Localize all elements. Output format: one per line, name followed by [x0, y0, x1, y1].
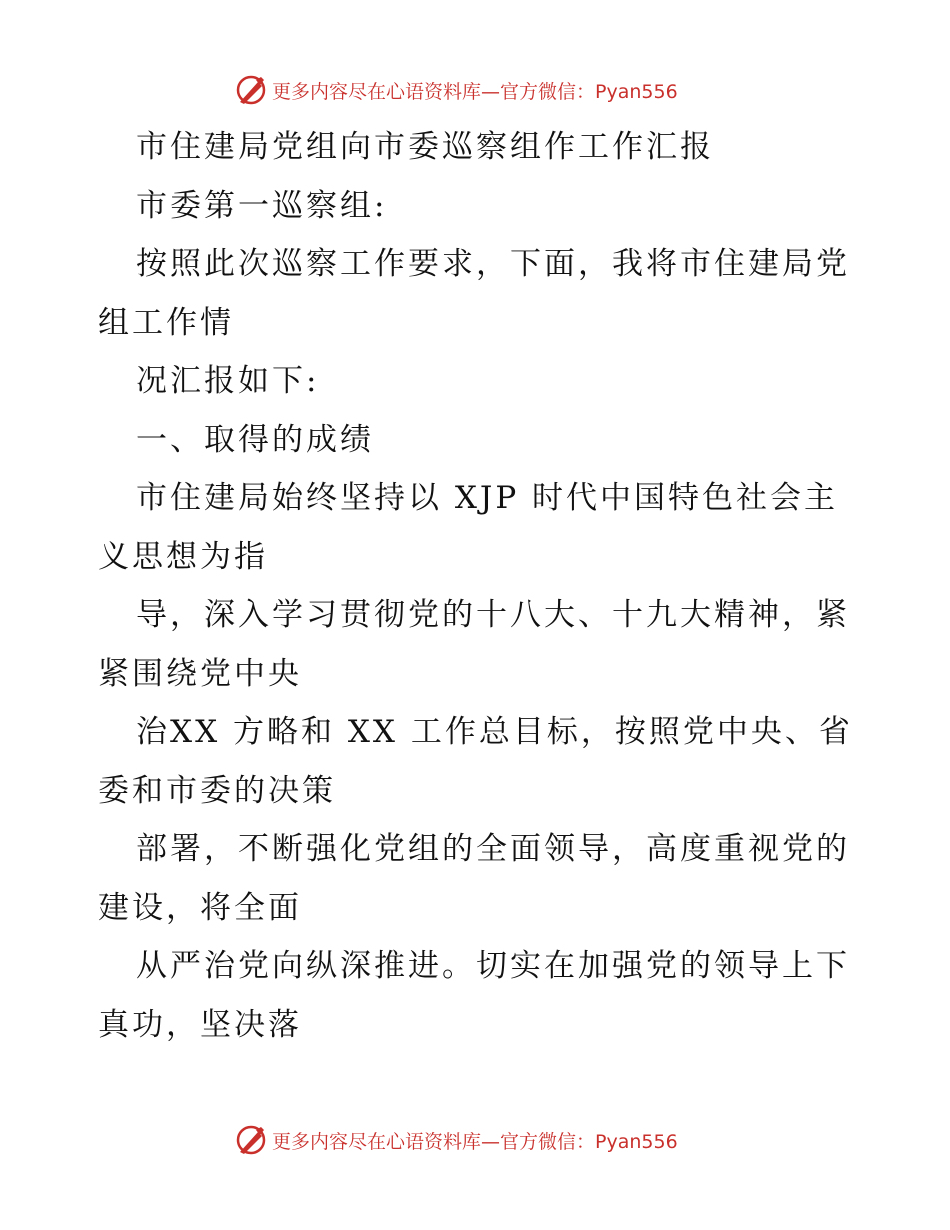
salutation: 市委第一巡察组:	[136, 187, 388, 224]
paragraph-line: 组工作情	[98, 304, 234, 341]
paragraph-line: 部署，不断强化党组的全面领导，高度重视党的	[136, 831, 850, 867]
paragraph-line: 导，深入学习贯彻党的十八大、十九大精神，紧	[136, 597, 850, 633]
paragraph-line: 市住建局始终坚持以 XJP 时代中国特色社会主	[136, 480, 839, 516]
header-watermark	[234, 72, 678, 108]
footer-watermark	[234, 1122, 678, 1158]
document-title: 市住建局党组向市委巡察组作工作汇报	[136, 129, 714, 165]
document-body	[98, 118, 858, 1054]
paragraph-line: 治XX 方略和 XX 工作总目标，按照党中央、省	[136, 714, 853, 750]
paragraph-line: 况汇报如下:	[136, 363, 320, 399]
watermark-text: 更多内容尽在心语资料库—官方微信：Pyan556	[272, 1130, 678, 1153]
watermark-text: 更多内容尽在心语资料库—官方微信：Pyan556	[272, 80, 678, 103]
paragraph-line: 紧围绕党中央	[98, 655, 302, 692]
paragraph-line: 从严治党向纵深推进。切实在加强党的领导上下	[136, 948, 850, 984]
paragraph-line: 按照此次巡察工作要求，下面，我将市住建局党	[136, 246, 850, 282]
paragraph-line: 义思想为指	[98, 538, 268, 575]
pen-logo-icon	[234, 73, 268, 107]
paragraph-line: 委和市委的决策	[98, 772, 336, 809]
pen-logo-icon	[234, 1123, 268, 1157]
paragraph-line: 真功，坚决落	[98, 1006, 302, 1043]
paragraph-line: 建设，将全面	[98, 889, 302, 926]
section-heading: 一、取得的成绩	[136, 421, 374, 458]
